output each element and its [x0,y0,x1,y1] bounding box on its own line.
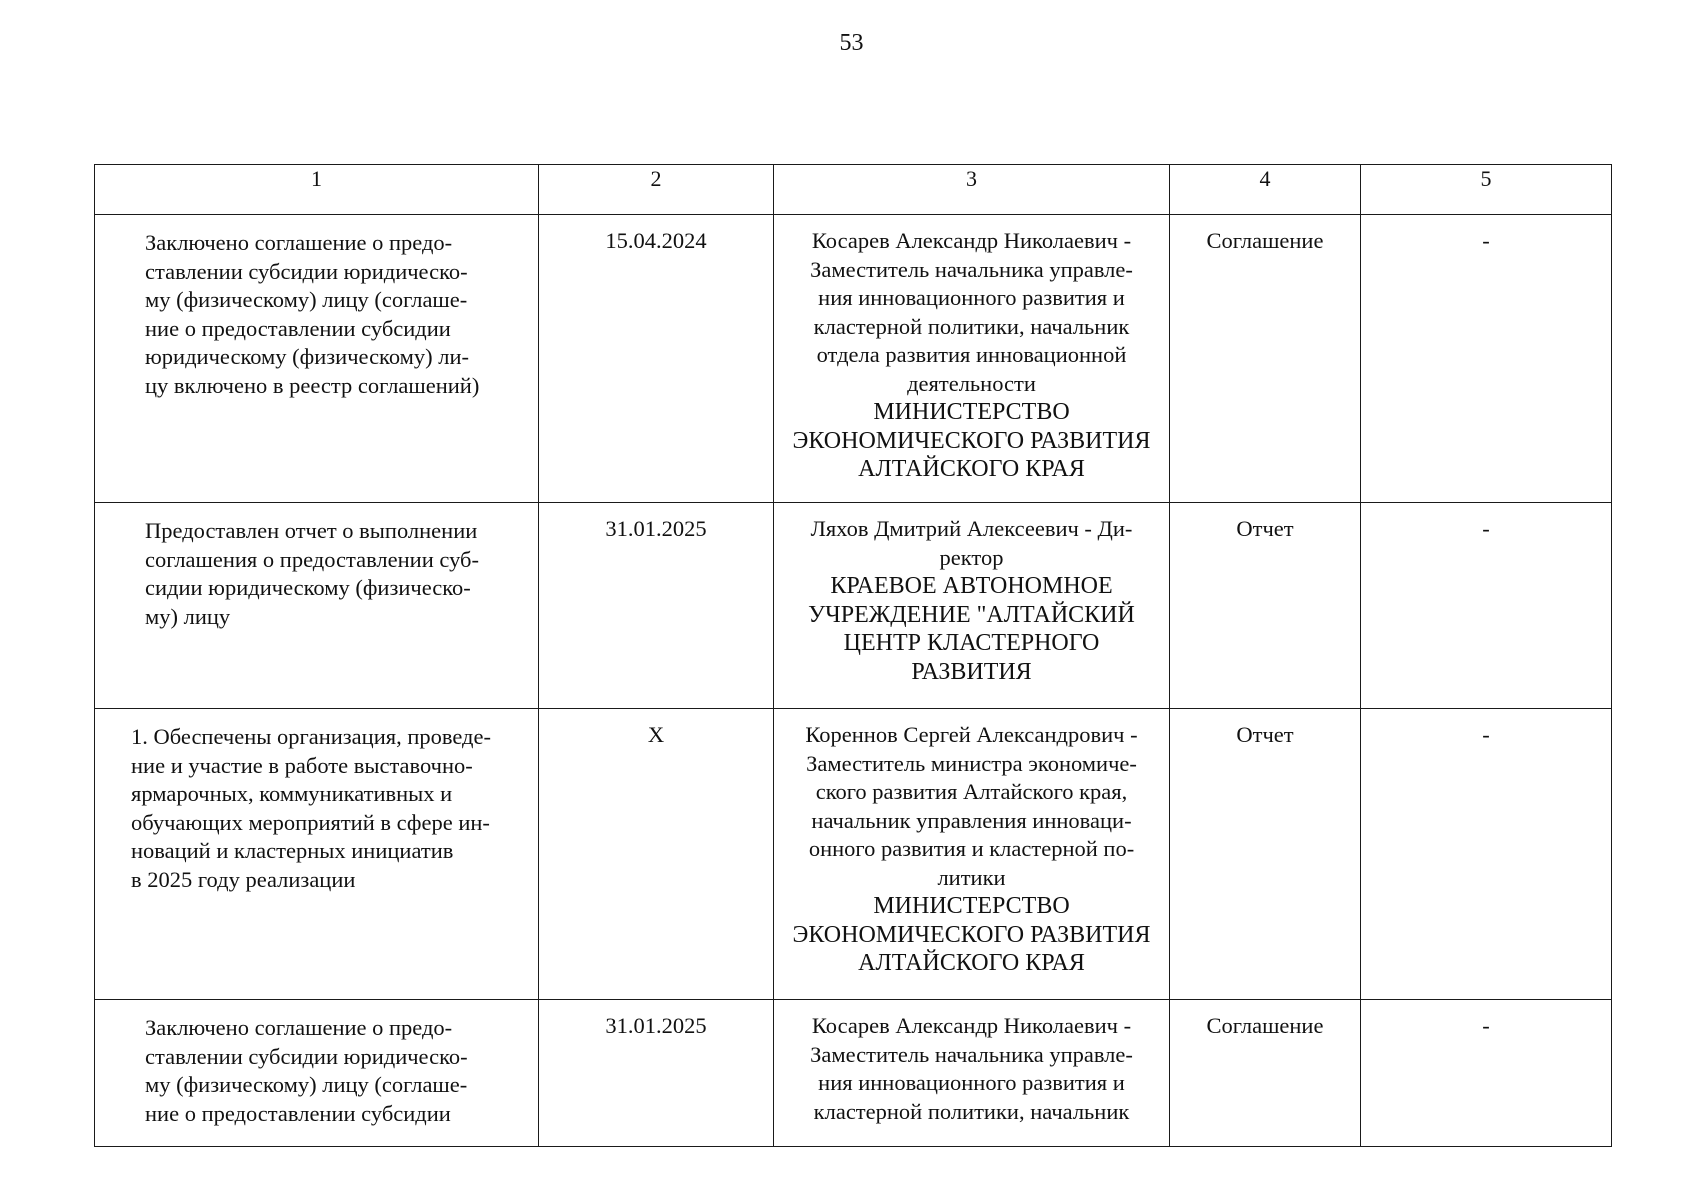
info-cell: - [1361,215,1612,503]
organization-line: ЭКОНОМИЧЕСКОГО РАЗВИТИЯ [792,427,1151,454]
document-cell: Соглашение [1170,215,1361,503]
column-header: 2 [539,165,774,215]
responsible-line: онного развития и кластерной по- [808,836,1135,861]
responsible-line: литики [937,864,1006,890]
responsible-cell [774,503,1170,709]
responsible-line: ния инновационного развития и [818,1070,1125,1095]
info-cell: - [1361,503,1612,709]
event-line: ставлении субсидии юридическо- [145,1043,468,1069]
table-row [95,503,1612,709]
responsible-line: ния инновационного развития и [818,285,1125,310]
responsible-line: Косарев Александр Николаевич - [811,1013,1132,1038]
document-cell: Отчет [1170,709,1361,1000]
responsible-cell [774,709,1170,1000]
responsible-line: Заместитель министра экономиче- [806,750,1137,776]
event-cell [95,1000,539,1147]
event-line: новаций и кластерных инициатив [131,838,454,863]
event-line: сидии юридическому (физическо- [145,575,471,600]
event-line: обучающих мероприятий в сфере ин- [131,809,490,835]
event-line: му (физическому) лицу (соглаше- [145,287,468,312]
organization-line: ЦЕНТР КЛАСТЕРНОГО [843,630,1100,656]
table-row [95,709,1612,1000]
responsible-cell [774,215,1170,503]
event-cell [95,215,539,503]
table-header-row [95,165,1612,215]
event-line: ярмарочных, коммуникативных и [131,781,453,806]
responsible-line: ректор [939,544,1004,570]
page-number: 53 [839,30,864,56]
event-line: ние о предоставлении субсидии [145,1100,451,1126]
responsible-line: Ляхов Дмитрий Алексеевич - Ди- [810,516,1133,541]
responsible-line: Заместитель начальника управле- [810,256,1133,282]
event-line: цу включено в реестр соглашений) [145,372,480,398]
responsible-cell [774,1000,1170,1147]
event-line: Предоставлен отчет о выполнении [145,518,478,543]
organization-line: АЛТАЙСКОГО КРАЯ [858,950,1085,976]
plan-table [94,164,1612,1147]
responsible-line: Кореннов Сергей Александрович - [805,722,1138,747]
responsible-line: начальник управления инноваци- [811,807,1132,833]
column-header: 4 [1170,165,1361,215]
date-cell: X [539,709,774,1000]
event-line: в 2025 году реализации [131,866,356,892]
event-line: соглашения о предоставлении суб- [145,546,479,572]
responsible-line: ского развития Алтайского края, [815,779,1128,804]
event-line: Заключено соглашение о предо- [145,1015,453,1040]
organization-line: УЧРЕЖДЕНИЕ "АЛТАЙСКИЙ [808,601,1135,628]
info-cell: - [1361,1000,1612,1147]
event-cell [95,503,539,709]
responsible-line: деятельности [907,370,1036,396]
column-header: 5 [1361,165,1612,215]
organization-line: РАЗВИТИЯ [911,658,1032,685]
event-line: ние и участие в работе выставочно- [131,752,473,778]
event-cell [95,709,539,1000]
organization-line: АЛТАЙСКОГО КРАЯ [858,456,1085,482]
date-cell: 15.04.2024 [539,215,774,503]
column-header: 3 [774,165,1170,215]
responsible-line: Косарев Александр Николаевич - [811,228,1132,253]
event-line: му (физическому) лицу (соглаше- [145,1072,468,1097]
table-row [95,1000,1612,1147]
event-line: ние о предоставлении субсидии [145,315,451,341]
date-cell: 31.01.2025 [539,1000,774,1147]
event-line: ставлении субсидии юридическо- [145,258,468,284]
organization-line: МИНИСТЕРСТВО [873,399,1070,425]
event-line: му) лицу [145,603,231,629]
date-cell: 31.01.2025 [539,503,774,709]
document-cell: Соглашение [1170,1000,1361,1147]
responsible-line: Заместитель начальника управле- [810,1041,1133,1067]
responsible-line: кластерной политики, начальник [813,313,1130,339]
organization-line: КРАЕВОЕ АВТОНОМНОЕ [830,573,1113,599]
organization-line: МИНИСТЕРСТВО [873,893,1070,919]
responsible-line: кластерной политики, начальник [813,1098,1130,1124]
event-line: 1. Обеспечены организация, проведе- [131,724,491,749]
event-line: Заключено соглашение о предо- [145,230,453,255]
event-line: юридическому (физическому) ли- [145,344,470,369]
organization-line: ЭКОНОМИЧЕСКОГО РАЗВИТИЯ [792,921,1151,948]
responsible-line: отдела развития инновационной [816,342,1127,367]
column-header: 1 [95,165,539,215]
table-row [95,215,1612,503]
document-cell: Отчет [1170,503,1361,709]
info-cell: - [1361,709,1612,1000]
